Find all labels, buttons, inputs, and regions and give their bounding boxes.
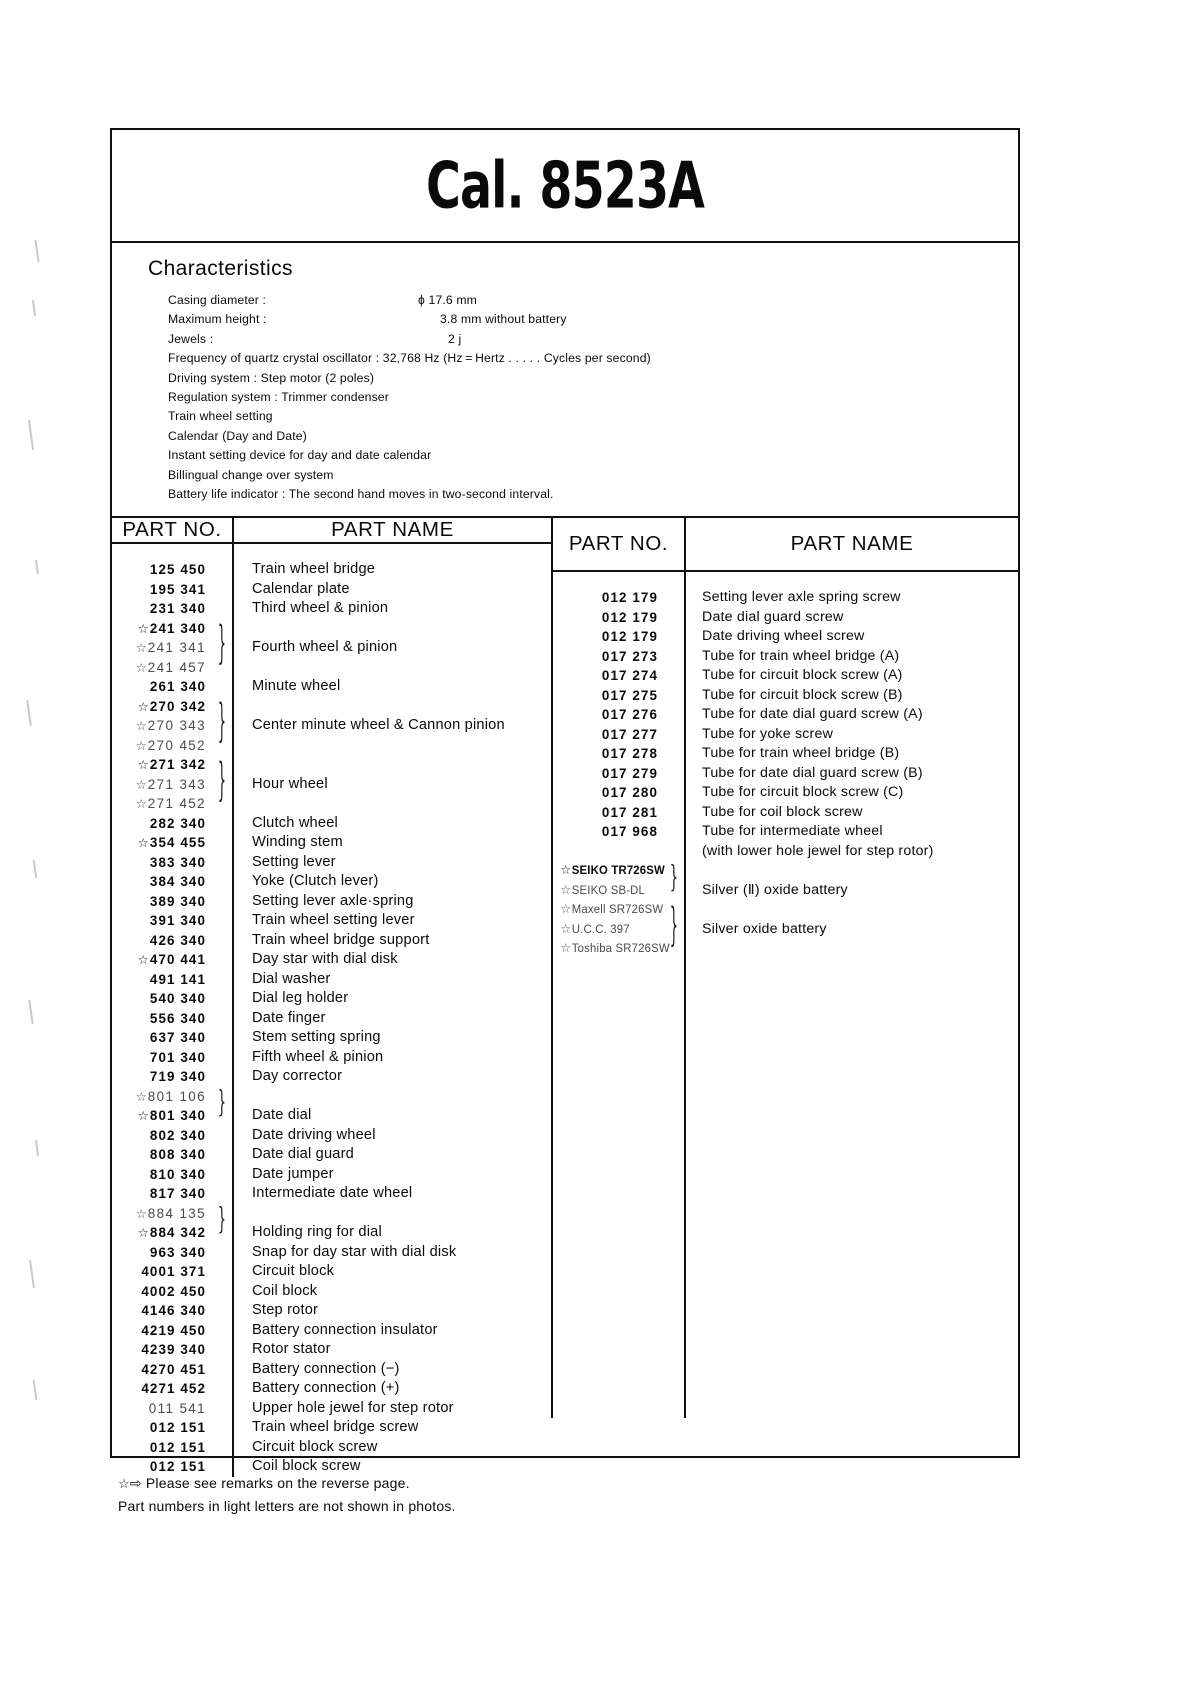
part-number-text: 884 135 [147, 1205, 206, 1221]
part-number-cell [553, 608, 684, 628]
part-name-cell: Setting lever [252, 853, 336, 870]
part-number-text: 817 340 [149, 1186, 206, 1202]
part-number-text: 282 340 [149, 815, 206, 831]
group-brace: } [217, 619, 226, 672]
page-title: Cal. 8523A [425, 148, 705, 223]
part-number-text: 884 342 [149, 1225, 206, 1241]
part-name-cell [234, 1087, 551, 1107]
part-name-cell: Tube for circuit block screw (C) [702, 784, 904, 801]
part-number-cell [112, 833, 232, 853]
characteristic-label: Maximum height : [168, 312, 267, 327]
part-number-text: U.C.C. 397 [571, 921, 630, 936]
part-number-text: 241 340 [149, 620, 206, 636]
part-name-cell [234, 755, 551, 775]
part-number-text: 271 342 [149, 757, 206, 773]
part-name-cell [234, 697, 551, 717]
part-name-cell: Tube for date dial guard screw (B) [702, 764, 923, 781]
characteristic-label: Regulation system : Trimmer condenser [168, 390, 389, 405]
scan-speckle [35, 1140, 39, 1156]
part-number-text: 637 340 [149, 1030, 206, 1046]
star-icon: ☆ [135, 719, 147, 734]
part-name-cell: Circuit block screw [252, 1438, 378, 1455]
star-icon: ☆ [135, 1206, 147, 1221]
part-number-cell [112, 794, 232, 814]
part-number-cell [112, 658, 232, 678]
part-number-cell [553, 900, 675, 920]
part-number-cell [553, 920, 675, 940]
part-name-cells-right [686, 572, 1018, 1418]
part-number-cell [553, 822, 684, 842]
star-icon: ☆ [560, 863, 571, 878]
characteristic-row [168, 388, 1018, 407]
part-number-text: 4001 371 [141, 1264, 206, 1280]
part-number-text: Toshiba SR726SW [571, 941, 670, 956]
scan-speckle [33, 1380, 38, 1400]
characteristic-label: Casing diameter : [168, 293, 267, 307]
star-icon: ☆ [137, 758, 149, 773]
part-name-cell: Dial washer [252, 970, 331, 987]
part-number-text: 4271 452 [141, 1381, 206, 1397]
part-name-cell [686, 939, 1018, 959]
part-number-cell [112, 677, 232, 697]
parts-table [112, 518, 1018, 1475]
part-number-text: 384 340 [149, 874, 206, 890]
part-number-cell [112, 1282, 232, 1302]
part-number-cell [112, 619, 232, 639]
characteristic-row [168, 330, 1018, 349]
part-number-cell [112, 931, 232, 951]
part-name-cell: Hour wheel [252, 775, 328, 792]
part-number-cell [112, 1301, 232, 1321]
part-number-cell [112, 1184, 232, 1204]
scan-speckle [28, 1000, 33, 1024]
part-number-cell [112, 755, 232, 775]
part-number-cell [553, 803, 684, 823]
scan-speckle [33, 860, 37, 878]
characteristic-label: Battery life indicator : The second hand moves in two-second interval. [168, 487, 554, 502]
part-number-text: 719 340 [149, 1069, 206, 1085]
part-number-text: 810 340 [149, 1166, 206, 1182]
header-part-name-label: PART NAME [790, 532, 914, 556]
part-number-cell [553, 783, 684, 803]
part-name-cell: Setting lever axle spring screw [702, 589, 901, 606]
part-name-cell: Yoke (Clutch lever) [252, 873, 379, 890]
part-name-cell [686, 900, 1018, 920]
part-number-text: 271 452 [147, 796, 206, 812]
part-number-cell [553, 686, 684, 706]
star-icon: ☆ [135, 641, 147, 656]
part-name-cell [686, 861, 1018, 881]
part-number-text: 017 281 [601, 804, 658, 820]
footnote-line-1-text: Please see remarks on the reverse page. [141, 1475, 410, 1491]
part-number-text: 4270 451 [141, 1361, 206, 1377]
part-name-cell: Rotor stator [252, 1341, 331, 1358]
part-name-cell: Battery connection insulator [252, 1321, 438, 1338]
part-number-text: Maxell SR726SW [571, 902, 664, 917]
column-body-left [112, 544, 551, 1477]
part-number-text: 017 968 [601, 824, 658, 840]
part-name-cell [234, 658, 551, 678]
part-number-cell [553, 705, 684, 725]
part-name-cell: Calendar plate [252, 580, 350, 597]
part-number-cell [112, 599, 232, 619]
characteristic-label: Instant setting device for day and date calendar [168, 448, 432, 463]
characteristic-label: Jewels : [168, 331, 214, 346]
part-number-text: 017 273 [601, 648, 658, 664]
part-number-cell [553, 627, 684, 647]
part-number-text: 270 342 [149, 698, 206, 714]
scan-artifacts [0, 0, 110, 1694]
characteristic-row [168, 407, 1018, 426]
part-number-cell [553, 861, 675, 881]
part-number-cell [112, 1418, 232, 1438]
part-number-text: 354 455 [149, 835, 206, 851]
part-number-text: 808 340 [149, 1147, 206, 1163]
arrow-right-icon: ⇨ [129, 1476, 142, 1492]
part-number-text: 231 340 [149, 601, 206, 617]
part-name-cell: Date driving wheel [252, 1126, 376, 1143]
part-name-cell: Day corrector [252, 1068, 343, 1085]
part-name-cell: Clutch wheel [252, 814, 338, 831]
characteristic-row [168, 485, 1018, 504]
part-name-cell: Tube for intermediate wheel [702, 823, 883, 840]
characteristic-row [168, 310, 1018, 329]
part-number-text: 540 340 [149, 991, 206, 1007]
group-brace: } [669, 901, 678, 954]
part-name-cell: Silver (Ⅱ) oxide battery [702, 881, 848, 898]
star-icon: ☆ [137, 1109, 149, 1124]
star-icon: ☆ [137, 699, 149, 714]
footnote-line-2: Part numbers in light letters are not shown in photos. [118, 1498, 456, 1514]
group-brace: } [217, 697, 226, 750]
scan-speckle [28, 420, 34, 450]
part-number-text: 383 340 [149, 854, 206, 870]
group-brace: } [217, 1203, 226, 1239]
part-number-cell [112, 853, 232, 873]
part-name-cell: Train wheel bridge [252, 561, 376, 578]
part-number-text: 491 141 [149, 971, 206, 987]
part-number-text: 017 277 [601, 726, 658, 742]
part-name-cells-left [234, 544, 551, 1477]
part-number-cell [553, 881, 675, 901]
footnote-line-1 [118, 1472, 456, 1495]
header-part-name-left [234, 518, 551, 542]
characteristic-label: Frequency of quartz crystal oscillator : 32,768 Hz (Hz = Hertz . . . . . Cycles per second) [168, 351, 651, 366]
part-number-text: 261 340 [149, 679, 206, 695]
part-number-text: 4239 340 [141, 1342, 206, 1358]
part-name-cell [234, 794, 551, 814]
characteristic-label: Train wheel setting [168, 409, 273, 424]
header-part-no-left [112, 518, 234, 542]
characteristic-row [168, 349, 1018, 368]
part-number-cell [112, 1067, 232, 1087]
part-number-text: 011 541 [148, 1400, 206, 1416]
part-number-cell [112, 697, 232, 717]
part-number-cell [112, 970, 232, 990]
star-icon: ☆ [135, 777, 147, 792]
scan-speckle [34, 240, 39, 262]
part-number-cell [112, 1340, 232, 1360]
characteristics-heading: Characteristics [148, 257, 293, 280]
part-number-text: 470 441 [149, 952, 206, 968]
star-icon: ☆ [118, 1476, 130, 1491]
star-icon: ☆ [560, 941, 571, 956]
part-number-cell [553, 939, 675, 959]
part-name-cell: Holding ring for dial [252, 1224, 382, 1241]
part-name-cell: Tube for train wheel bridge (B) [702, 745, 900, 762]
part-number-text: 4002 450 [141, 1283, 206, 1299]
part-name-cell: Tube for yoke screw [702, 725, 834, 742]
part-name-cell: Winding stem [252, 834, 343, 851]
part-number-cell [112, 1126, 232, 1146]
part-name-cell: Battery connection (−) [252, 1360, 400, 1377]
part-name-cell: Setting lever axle·spring [252, 892, 414, 909]
part-name-cell: Circuit block [252, 1263, 335, 1280]
header-part-no-label: PART NO. [568, 532, 669, 556]
scan-speckle [26, 700, 32, 726]
part-number-cell [112, 1106, 232, 1126]
part-name-cell: Fifth wheel & pinion [252, 1048, 384, 1065]
part-name-cell: Coil block screw [252, 1458, 361, 1475]
characteristic-value: 2 j [448, 331, 462, 346]
part-number-text: 270 343 [147, 718, 206, 734]
part-number-cell [112, 950, 232, 970]
part-number-text: 241 341 [147, 640, 206, 656]
part-name-cell: Train wheel bridge support [252, 931, 430, 948]
characteristic-row [168, 427, 1018, 446]
column-body-right [553, 572, 1018, 1418]
star-icon: ☆ [137, 836, 149, 851]
star-icon: ☆ [135, 1089, 147, 1104]
part-number-text: 012 179 [601, 629, 658, 645]
header-part-name-right [686, 518, 1018, 570]
part-number-cell [112, 1204, 232, 1224]
part-number-cell [553, 647, 684, 667]
part-number-text: 556 340 [149, 1010, 206, 1026]
characteristics-list [168, 291, 1018, 504]
part-name-cell: Fourth wheel & pinion [252, 639, 398, 656]
part-number-text: 017 276 [601, 707, 658, 723]
part-number-cell [112, 1087, 232, 1107]
part-number-cell [112, 1360, 232, 1380]
part-name-cell [234, 1204, 551, 1224]
part-number-text: 125 450 [149, 562, 206, 578]
part-number-cell [112, 1262, 232, 1282]
part-number-text: 801 340 [149, 1108, 206, 1124]
header-part-no-label: PART NO. [122, 518, 222, 542]
part-number-cell [553, 588, 684, 608]
part-number-text: SEIKO TR726SW [571, 863, 665, 878]
column-header-left [112, 518, 551, 544]
part-number-cell [553, 842, 684, 862]
part-number-cell [553, 666, 684, 686]
part-name-cell: Stem setting spring [252, 1029, 381, 1046]
part-name-cell: Date finger [252, 1009, 326, 1026]
part-number-cell [112, 1009, 232, 1029]
part-number-cell [112, 1379, 232, 1399]
part-number-cell [112, 1243, 232, 1263]
part-number-cell [112, 580, 232, 600]
star-icon: ☆ [560, 921, 571, 936]
star-icon: ☆ [135, 660, 147, 675]
part-number-text: 963 340 [149, 1244, 206, 1260]
part-number-cell [112, 872, 232, 892]
part-number-cell [553, 744, 684, 764]
part-number-text: 391 340 [149, 913, 206, 929]
characteristic-label: Billingual change over system [168, 467, 334, 482]
part-number-text: 017 275 [601, 687, 658, 703]
characteristic-value: 3.8 mm without battery [440, 312, 567, 327]
characteristic-value: ϕ 17.6 mm [418, 293, 477, 307]
part-name-cell: Tube for date dial guard screw (A) [702, 706, 923, 723]
header-part-no-right [553, 518, 686, 570]
part-name-cell: Date dial guard screw [702, 608, 844, 625]
part-number-cell [112, 1399, 232, 1419]
part-number-cell [553, 725, 684, 745]
part-number-text: 012 179 [601, 590, 658, 606]
part-number-cell [112, 1165, 232, 1185]
parts-catalog-sheet [110, 128, 1020, 1475]
characteristic-label: Driving system : Step motor (2 poles) [168, 370, 375, 385]
part-name-cell: Snap for day star with dial disk [252, 1243, 457, 1260]
part-number-cell [112, 814, 232, 834]
part-number-cell [112, 911, 232, 931]
part-name-cell [234, 619, 551, 639]
part-number-text: 012 151 [149, 1420, 206, 1436]
parts-column-left [112, 518, 553, 1475]
group-brace: } [217, 1086, 226, 1122]
part-number-text: 426 340 [149, 932, 206, 948]
part-number-text: 012 179 [601, 609, 658, 625]
part-number-text: 017 280 [601, 785, 658, 801]
part-name-cell: Dial leg holder [252, 990, 349, 1007]
part-name-cell: Date driving wheel screw [702, 628, 865, 645]
part-number-cell [112, 736, 232, 756]
part-name-cell: Intermediate date wheel [252, 1185, 413, 1202]
part-number-cell [112, 1321, 232, 1341]
group-brace: } [669, 861, 678, 896]
part-name-cell: Date dial [252, 1107, 312, 1124]
star-icon: ☆ [137, 953, 149, 968]
part-name-cell: Tube for coil block screw [702, 803, 863, 820]
part-name-cell: Upper hole jewel for step rotor [252, 1399, 454, 1416]
part-name-cell: Minute wheel [252, 678, 341, 695]
part-number-text: 017 274 [601, 668, 658, 684]
part-name-cell: Train wheel bridge screw [252, 1419, 419, 1436]
group-brace: } [217, 756, 226, 809]
part-name-cell: Date jumper [252, 1165, 334, 1182]
part-number-cell [112, 560, 232, 580]
part-number-cell [112, 989, 232, 1009]
star-icon: ☆ [137, 1226, 149, 1241]
part-name-cell: Battery connection (+) [252, 1380, 400, 1397]
part-name-cell: Date dial guard [252, 1146, 354, 1163]
part-name-cell: Tube for circuit block screw (B) [702, 686, 903, 703]
part-name-cell: Tube for train wheel bridge (A) [702, 647, 900, 664]
part-name-cell: Tube for circuit block screw (A) [702, 667, 903, 684]
star-icon: ☆ [135, 738, 147, 753]
part-number-text: 017 279 [601, 765, 658, 781]
title-band [112, 130, 1018, 243]
part-name-cell: Day star with dial disk [252, 951, 398, 968]
part-number-text: 270 452 [147, 737, 206, 753]
star-icon: ☆ [135, 797, 147, 812]
part-number-text: 701 340 [149, 1049, 206, 1065]
parts-column-right [553, 518, 1018, 1418]
part-number-cell [112, 1438, 232, 1458]
scan-speckle [35, 560, 39, 574]
characteristic-row [168, 369, 1018, 388]
part-number-cell [112, 1028, 232, 1048]
footnote [118, 1472, 456, 1517]
part-number-text: 195 341 [149, 581, 206, 597]
part-name-cell: Third wheel & pinion [252, 600, 389, 617]
star-icon: ☆ [137, 621, 149, 636]
part-number-text: 4146 340 [141, 1303, 206, 1319]
part-number-text: 271 343 [147, 776, 206, 792]
star-icon: ☆ [560, 902, 571, 917]
part-number-text: 4219 450 [141, 1322, 206, 1338]
part-number-text: 017 278 [601, 746, 658, 762]
part-name-cell: Coil block [252, 1282, 318, 1299]
part-number-cell [112, 1048, 232, 1068]
characteristic-row [168, 446, 1018, 465]
part-no-cells-right [553, 572, 686, 1418]
part-number-cell [553, 764, 684, 784]
part-number-cell [112, 1223, 232, 1243]
characteristic-label: Calendar (Day and Date) [168, 428, 307, 443]
part-number-text: 012 151 [149, 1459, 206, 1475]
part-number-text: 389 340 [149, 893, 206, 909]
part-number-text: 012 151 [149, 1439, 206, 1455]
part-number-text: 801 106 [147, 1088, 206, 1104]
star-icon: ☆ [560, 882, 571, 897]
part-number-text: SEIKO SB-DL [571, 882, 646, 897]
part-number-text: 802 340 [149, 1127, 206, 1143]
characteristic-row [168, 466, 1018, 485]
part-number-cell [112, 892, 232, 912]
part-name-cell: Step rotor [252, 1302, 319, 1319]
characteristic-row [168, 291, 1018, 310]
part-number-text: 241 457 [147, 659, 206, 675]
characteristics-section [112, 243, 1018, 518]
header-part-name-label: PART NAME [331, 518, 454, 542]
scan-speckle [29, 1260, 35, 1288]
part-name-cell: (with lower hole jewel for step rotor) [702, 842, 934, 859]
part-name-cell [234, 736, 551, 756]
column-header-right [553, 518, 1018, 572]
part-name-cell: Train wheel setting lever [252, 912, 415, 929]
part-number-cell [112, 1145, 232, 1165]
part-name-cell: Center minute wheel & Cannon pinion [252, 717, 505, 734]
scan-speckle [32, 300, 36, 316]
part-name-cell: Silver oxide battery [702, 920, 827, 937]
part-no-cells-left [112, 544, 234, 1477]
